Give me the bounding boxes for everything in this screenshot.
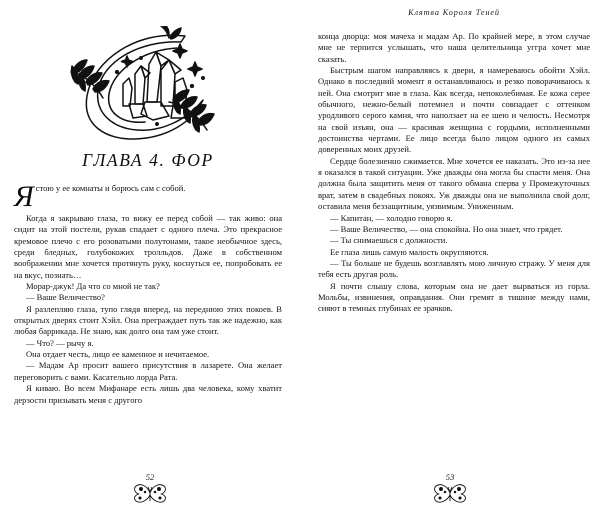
left-running-header bbox=[14, 0, 282, 22]
dialogue-line: — Ваше Величество? bbox=[26, 292, 105, 303]
paragraph: Морар-джук! Да что со мной не так? bbox=[26, 281, 160, 292]
chapter-title: ГЛАВА 4. ФОР bbox=[82, 150, 214, 170]
right-page-footer bbox=[300, 472, 600, 505]
paragraph: Она отдает честь, лицо ее каменное и нечитаемое. bbox=[26, 349, 210, 360]
dialogue-line: — Капитан, — холодно говорю я. bbox=[330, 212, 453, 223]
paragraph: Когда я закрываю глаза, то вижу ее перед собой — так живо: она сидит на этой постели, рукав спадает с одного плеча. Это прекрасное кремовое плечо с его розоватыми полутонами, такое необычное здесь, среди бледных, голубокожих тролльдов. Даже в собственном воображении мне хочется протянуть руку, коснуться ее, попробовать ее на вкус, познать… bbox=[14, 213, 282, 280]
left-page-body bbox=[14, 180, 282, 406]
paragraph: Я почти слышу слова, которым она не дает вырваться из горла. Мольбы, извинения, оправдания. Они гремят в тишине между нами, сияют в темных глубинах ее зрачков. bbox=[318, 280, 590, 314]
paragraph-text: стою у ее комнаты и борюсь сам с собой. bbox=[35, 183, 186, 193]
paragraph: Ее глаза лишь самую малость округляются. bbox=[330, 246, 489, 257]
drop-cap: Я bbox=[14, 180, 34, 213]
page-number: 52 bbox=[145, 472, 155, 482]
paragraph: Сердце болезненно сжимается. Мне хочется ее наказать. Это из-за нее я оказался в такой ситуации. Уже дважды она могла бы спасти меня. Она должна была защитить меня от такого обмана сперва у Промежуточных врат, затем в свадебных покоях. Уж дважды она не выполнила свой долг, оставила меня беззащитным, уязвимым. Униженным. bbox=[318, 155, 590, 212]
page-number: 53 bbox=[445, 472, 455, 482]
dialogue-line: — Ты больше не будешь возглавлять мою личную стражу. У меня для тебя есть другая роль. bbox=[318, 257, 590, 280]
left-page-footer bbox=[0, 472, 300, 505]
dialogue-line: — Мадам Ар просит вашего присутствия в лазарете. Она желает переговорить с вами. Касательно лорда Рата. bbox=[14, 360, 282, 382]
butterfly-ornament bbox=[433, 483, 467, 505]
paragraph: Быстрым шагом направляясь к двери, я намереваюсь обойти Хэйл. Однако в последний момент я останавливаюсь и резко поворачиваюсь к ней. Она смотрит мне в глаза. Как всегда, непоколебимая. Ее кожа серее обычного, нежно-белый потемнел и почти совпадает с оттенком уродливого серого камня, что наползает на ее шею и челюсть. Несмотря на свой изъян, она — красивая женщина с гордыми, исполненными достоинства чертами. Ее лицо всегда было лицом одного из самых доверенных моих друзей. bbox=[318, 65, 590, 155]
butterfly-ornament bbox=[133, 483, 167, 505]
paragraph: Я киваю. Во всем Мифанаре есть лишь два человека, кому хватит дерзости призывать меня с другого bbox=[14, 383, 282, 405]
right-page bbox=[300, 0, 600, 513]
right-page-body bbox=[318, 22, 590, 315]
continuation-paragraph: конца дворца: моя мачеха и мадам Ар. По крайней мере, в этом случае мне не терпится услышать, что наша целительница уггра хочет мне сказать. bbox=[318, 31, 590, 64]
dialogue-line: — Что? — рычу я. bbox=[26, 337, 94, 348]
opening-paragraph bbox=[14, 180, 282, 213]
paragraph: Я разлепляю глаза, тупо глядя вперед, на переднюю этих покоев. В открытых дверях стоит Хэйл. Она преграждает путь так же надежно, как любая баррикада. Не знаю, как долго она там уже стоит. bbox=[14, 303, 282, 337]
dialogue-line: — Ваше Величество, — она спокойна. Но она знает, что грядет. bbox=[330, 223, 563, 234]
dialogue-line: — Ты снимаешься с должности. bbox=[330, 235, 448, 246]
running-header: Клятва Короля Теней bbox=[408, 8, 500, 17]
crescent-moon-crystals-ornament bbox=[57, 26, 239, 144]
